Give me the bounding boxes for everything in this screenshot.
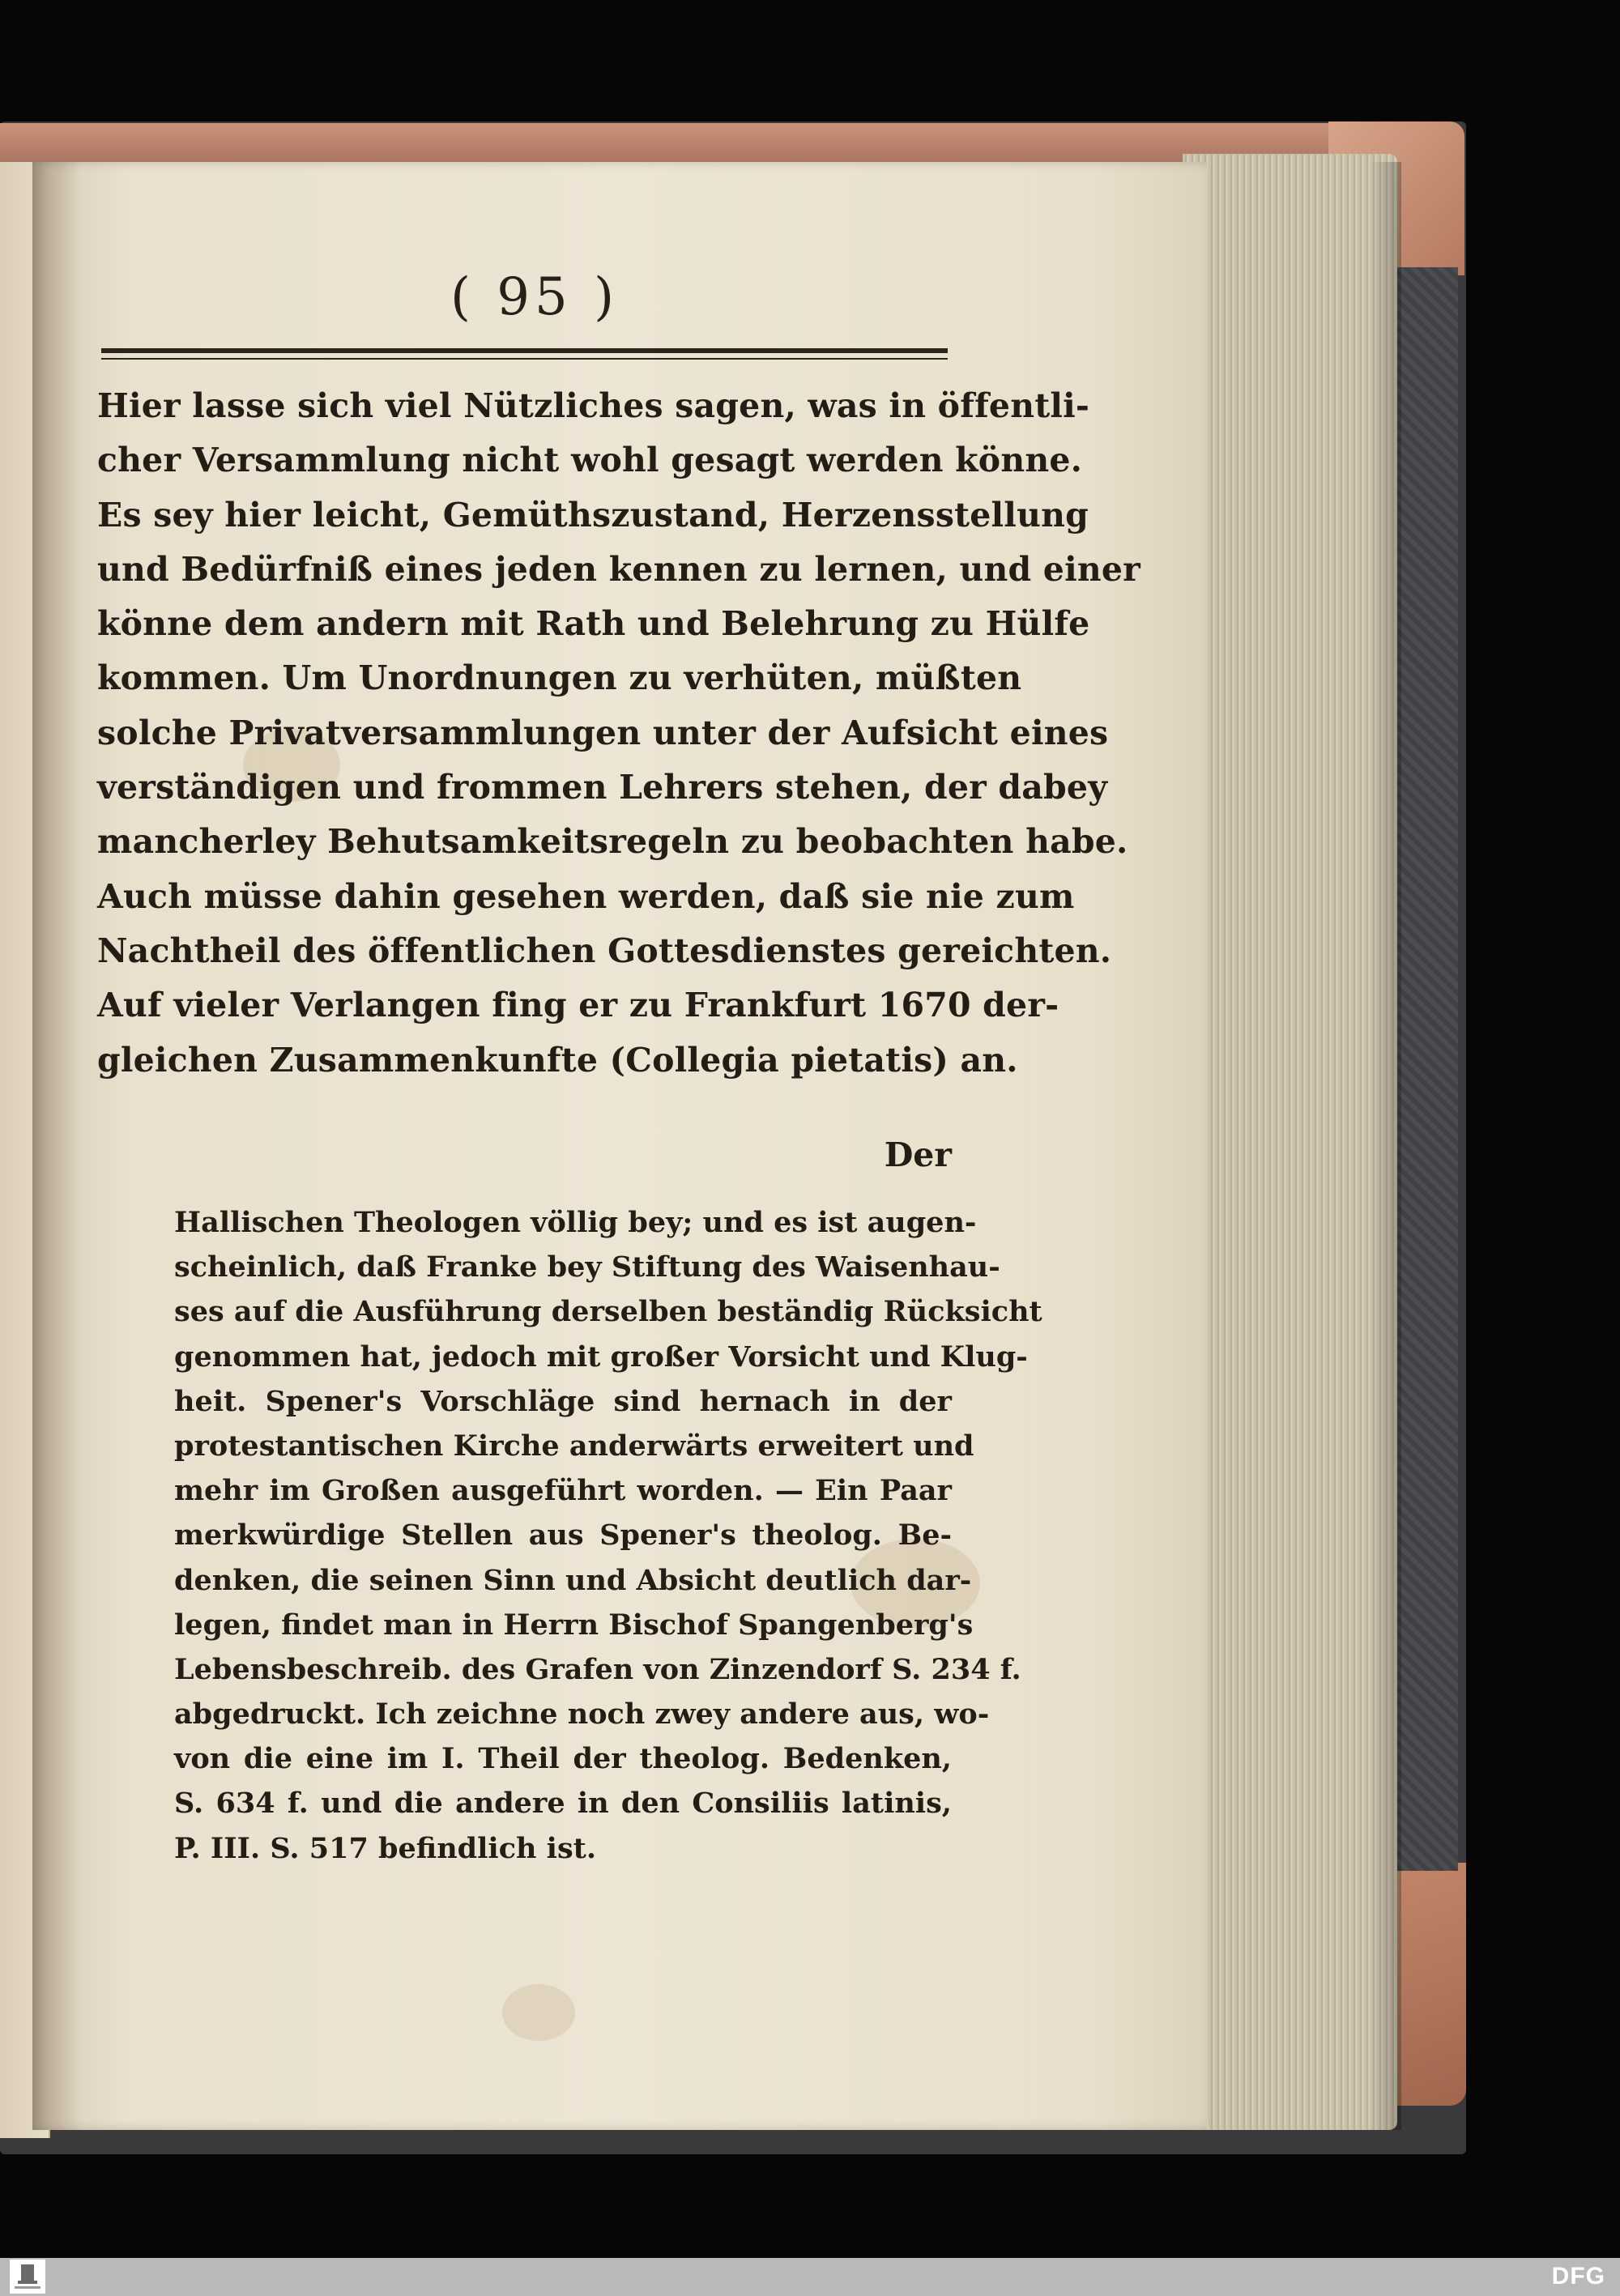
footnote-line: protestantischen Kirche anderwärts erweitert und — [174, 1429, 974, 1463]
text-line: Auch müsse dahin gesehen werden, daß sie nie zum — [97, 876, 1075, 916]
main-text-block — [97, 379, 1140, 1088]
page-number: ( 95 ) — [450, 267, 620, 327]
footnote-line: mehr im Großen ausgeführt worden. — Ein Paar — [174, 1474, 952, 1508]
text-line: und Bedürfniß eines jeden kennen zu lernen, und einer — [97, 549, 1140, 589]
footnote-line: heit. Spener's Vorschläge sind hernach in der — [174, 1384, 952, 1418]
text-line: Auf vieler Verlangen fing er zu Frankfurt 1670 der- — [97, 986, 1059, 1025]
footnote-line: S. 634 f. und die andere in den Consiliis latinis, — [174, 1787, 952, 1821]
footnote-line: denken, die seinen Sinn und Absicht deutlich dar- — [174, 1563, 972, 1597]
catchword: Der — [884, 1135, 952, 1174]
footnote-line: legen, findet man in Herrn Bischof Spangenberg's — [174, 1608, 974, 1642]
footnote-line: P. III. S. 517 befindlich ist. — [174, 1831, 597, 1865]
fore-edge-shadow — [1369, 162, 1401, 2130]
gutter-shadow — [32, 162, 81, 2130]
text-line: Es sey hier leicht, Gemüthszustand, Herzensstellung — [97, 495, 1089, 535]
text-line: Hier lasse sich viel Nützliches sagen, was in öffentli- — [97, 386, 1090, 425]
footnote-line: ses auf die Ausführung derselben beständig Rücksicht — [174, 1295, 1042, 1329]
header-rule-thin — [101, 358, 948, 360]
footnote-line: genommen hat, jedoch mit großer Vorsicht und Klug- — [174, 1340, 1028, 1374]
text-line: mancherley Behutsamkeitsregeln zu beobachten habe. — [97, 822, 1128, 862]
footnote-line: Hallischen Theologen völlig bey; und es ist augen- — [174, 1206, 977, 1239]
text-line: gleichen Zusammenkunfte (Collegia pietatis) an. — [97, 1040, 1018, 1080]
dfg-watermark: DFG — [1551, 2263, 1605, 2290]
footnote-line: abgedruckt. Ich zeichne noch zwey andere aus, wo- — [174, 1698, 990, 1732]
viewer-footer-bar — [0, 2258, 1620, 2296]
text-line: verständigen und frommen Lehrers stehen, der dabey — [97, 768, 1108, 807]
text-line: cher Versammlung nicht wohl gesagt werden könne. — [97, 441, 1083, 480]
page-block-fore-edge — [1183, 154, 1397, 2130]
footnote-line: Lebensbeschreib. des Grafen von Zinzendorf S. 234 f. — [174, 1652, 1021, 1686]
footnote-block — [174, 1200, 1042, 1871]
text-line: solche Privatversammlungen unter der Aufsicht eines — [97, 713, 1109, 752]
header-rule — [101, 348, 948, 353]
footnote-line: von die eine im I. Theil der theolog. Bedenken, — [174, 1742, 952, 1776]
text-line: kommen. Um Unordnungen zu verhüten, müßten — [97, 658, 1022, 698]
text-line: Nachtheil des öffentlichen Gottesdienstes gereichten. — [97, 931, 1112, 970]
footnote-line: scheinlich, daß Franke bey Stiftung des Waisenhau- — [174, 1250, 1000, 1284]
footnote-line: merkwürdige Stellen aus Spener's theolog. Be- — [174, 1519, 952, 1553]
text-line: könne dem andern mit Rath und Belehrung zu Hülfe — [97, 604, 1090, 644]
paper-stain — [502, 1984, 575, 2041]
library-logo-icon — [10, 2260, 45, 2294]
